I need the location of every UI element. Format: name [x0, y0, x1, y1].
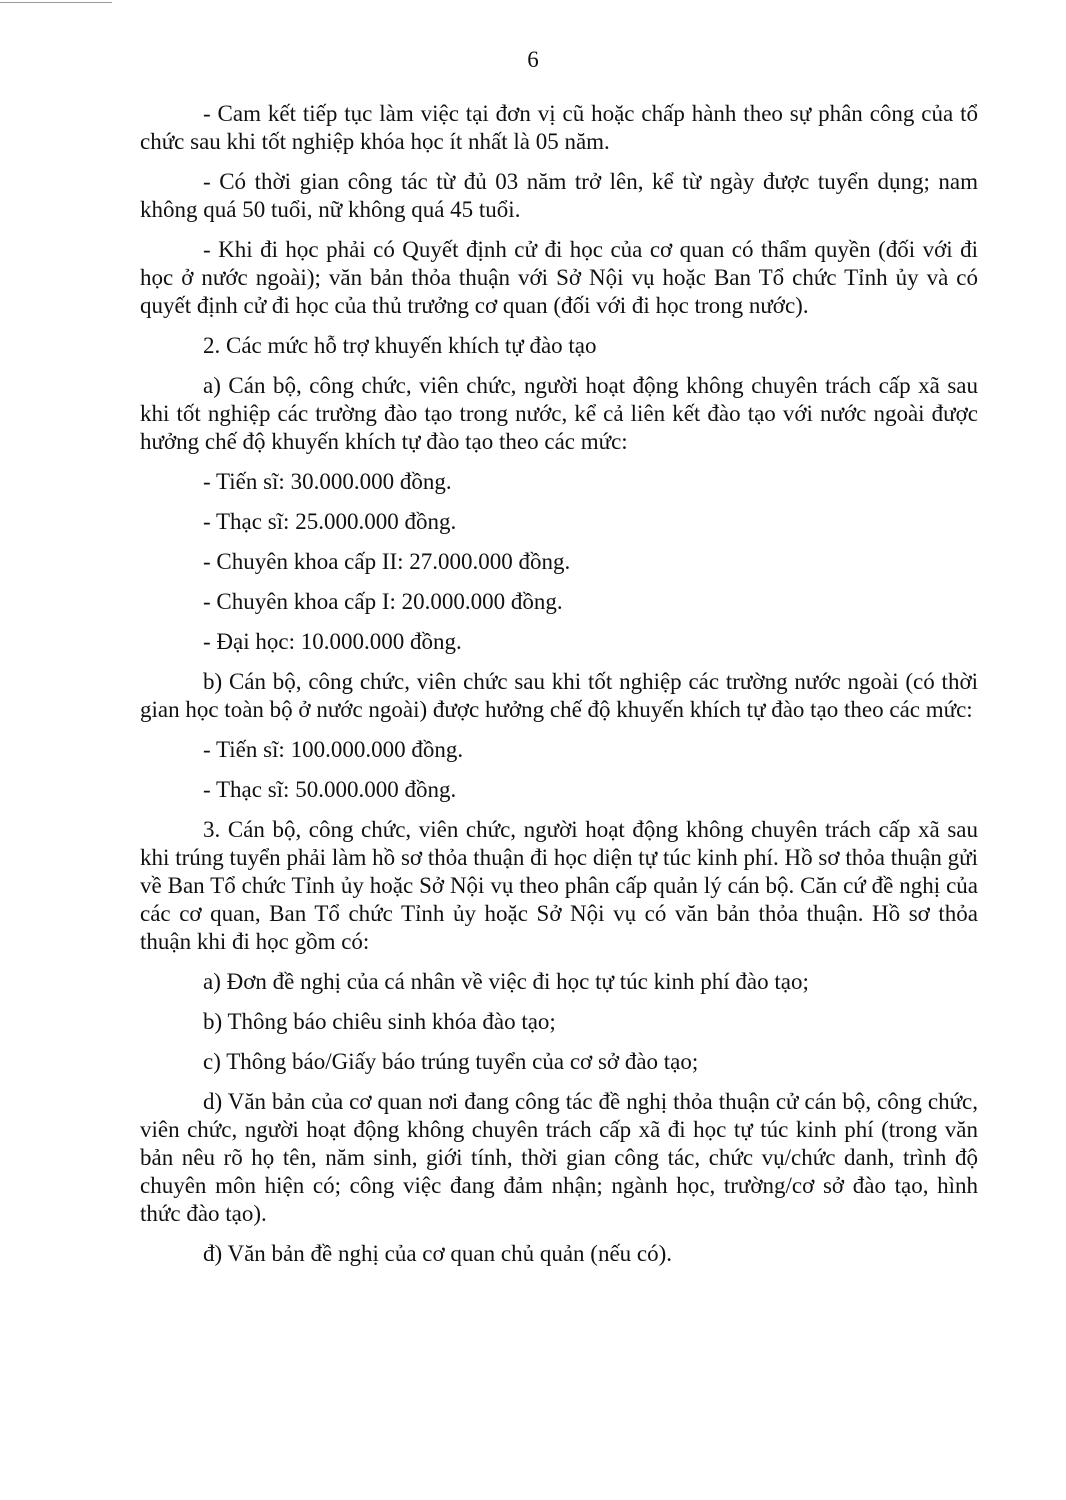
page-number: 6: [527, 47, 539, 72]
heading-support-levels: 2. Các mức hỗ trợ khuyến khích tự đào tạo: [203, 333, 597, 358]
list-item-domestic-master: - Thạc sĩ: 25.000.000 đồng.: [203, 509, 457, 534]
paragraph-agreement-dossier: 3. Cán bộ, công chức, viên chức, người hoạt động không chuyên trách cấp xã sau khi trúng tuyển phải làm hồ sơ thỏa thuận đi học diện tự túc kinh phí. Hồ sơ thỏa thuận gửi về Ban Tổ chức Tỉnh ủy hoặc Sở Nội vụ theo phân cấp quản lý cán bộ. Căn cứ đề nghị của các cơ quan, Ban Tổ chức Tỉnh ủy hoặc Sở Nội vụ có văn bản thỏa thuận. Hồ sơ thỏa thuận khi đi học gồm có:: [140, 817, 978, 954]
list-item-admission-notice: c) Thông báo/Giấy báo trúng tuyển của cơ sở đào tạo;: [203, 1049, 699, 1074]
document-body: [140, 100, 978, 1280]
paragraph-agency-document: d) Văn bản của cơ quan nơi đang công tác đề nghị thỏa thuận cử cán bộ, công chức, viên chức, người hoạt động không chuyên trách cấp xã đi học tự túc kinh phí (trong văn bản nêu rõ họ tên, năm sinh, giới tính, thời gian công tác, chức vụ/chức danh, trình độ chuyên môn hiện có; công việc đang đảm nhận; ngành học, trường/cơ sở đào tạo, hình thức đào tạo).: [140, 1089, 978, 1226]
list-item-domestic-phd: - Tiến sĩ: 30.000.000 đồng.: [203, 469, 452, 494]
paragraph-work-duration: - Có thời gian công tác từ đủ 03 năm trở lên, kể từ ngày được tuyển dụng; nam không quá 50 tuổi, nữ không quá 45 tuổi.: [140, 169, 978, 222]
list-item-enrollment-notice: b) Thông báo chiêu sinh khóa đào tạo;: [203, 1009, 556, 1034]
scan-edge-line: [0, 2, 112, 3]
list-item-foreign-phd: - Tiến sĩ: 100.000.000 đồng.: [203, 737, 464, 762]
list-item-foreign-master: - Thạc sĩ: 50.000.000 đồng.: [203, 777, 457, 802]
list-item-specialist-level-2: - Chuyên khoa cấp II: 27.000.000 đồng.: [203, 549, 571, 574]
paragraph-domestic-training: a) Cán bộ, công chức, viên chức, người hoạt động không chuyên trách cấp xã sau khi tốt nghiệp các trường đào tạo trong nước, kể cả liên kết đào tạo với nước ngoài được hưởng chế độ khuyến khích tự đào tạo theo các mức:: [140, 373, 978, 454]
list-item-university: - Đại học: 10.000.000 đồng.: [203, 629, 462, 654]
paragraph-foreign-training: b) Cán bộ, công chức, viên chức sau khi tốt nghiệp các trường nước ngoài (có thời gian học toàn bộ ở nước ngoài) được hưởng chế độ khuyến khích tự đào tạo theo các mức:: [140, 669, 978, 722]
paragraph-decision-requirement: - Khi đi học phải có Quyết định cử đi học của cơ quan có thẩm quyền (đối với đi học ở nước ngoài); văn bản thỏa thuận với Sở Nội vụ hoặc Ban Tổ chức Tỉnh ủy và có quyết định cử đi học của thủ trưởng cơ quan (đối với đi học trong nước).: [140, 237, 978, 318]
paragraph-commitment: - Cam kết tiếp tục làm việc tại đơn vị cũ hoặc chấp hành theo sự phân công của tổ chức sau khi tốt nghiệp khóa học ít nhất là 05 năm.: [140, 101, 978, 154]
list-item-managing-agency: đ) Văn bản đề nghị của cơ quan chủ quản (nếu có).: [203, 1241, 673, 1266]
list-item-application: a) Đơn đề nghị của cá nhân về việc đi học tự túc kinh phí đào tạo;: [203, 969, 809, 994]
list-item-specialist-level-1: - Chuyên khoa cấp I: 20.000.000 đồng.: [203, 589, 563, 614]
